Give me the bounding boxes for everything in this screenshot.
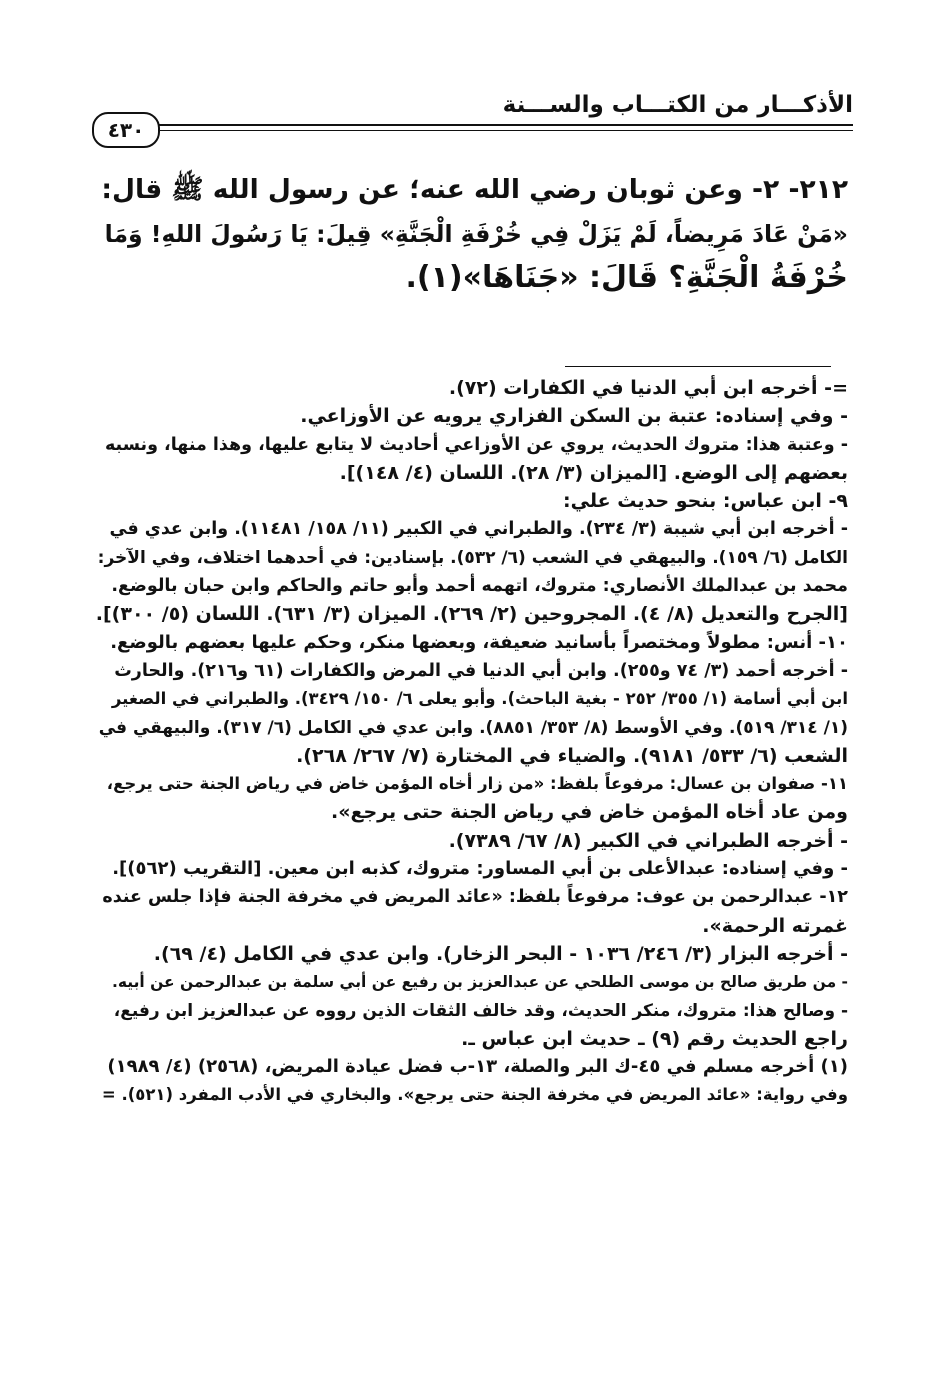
footnotes <box>96 374 848 1110</box>
footnote-line: ١٢- عبدالرحمن بن عوف: مرفوعاً بلفظ: «عائد المريض في مخرفة الجنة فإذا جلس عنده <box>102 887 848 908</box>
footnote-line: (١) أخرجه مسلم في ٤٥-ك البر والصلة، ١٣-ب فضل عيادة المريض، (٢٥٦٨) (٤/ ١٩٨٩) <box>107 1056 848 1078</box>
footnote-line: - أخرجه أحمد (٣/ ٧٤ و٢٥٥). وابن أبي الدنيا في المرض والكفارات (٦١ و٢١٦). والحارث <box>114 660 848 681</box>
footnote-line: - وعتبة هذا: متروك الحديث، يروي عن الأوزاعي أحاديث لا يتابع عليها، وهذا منها، ونسبه <box>104 434 848 455</box>
hadith-line: ٢١٢- ٢- وعن ثوبان رضي الله عنه؛ عن رسول الله ﷺ قال: <box>101 174 848 205</box>
footnote-line: =- أخرجه ابن أبي الدنيا في الكفارات (٧٢). <box>448 377 848 399</box>
footnote-separator <box>565 366 831 367</box>
hadith-line: «مَنْ عَادَ مَرِيضاً، لَمْ يَزَلْ فِي خُرْفَةِ الْجَنَّةِ» قِيلَ: يَا رَسُولَ اللهِ! وَمَا <box>104 220 848 248</box>
page-number: ٤٣٠ <box>92 112 160 148</box>
footnote-line: - من طريق صالح بن موسى الطلحي عن عبدالعزيز بن رفيع عن أبي سلمة بن عبدالرحمن عن أبيه. <box>111 973 848 992</box>
hadith-line: خُرْفَةُ الْجَنَّةِ؟ قَالَ: «جَنَاهَا»(١). <box>405 260 848 295</box>
footnote-line: بعضهم إلى الوضع. [الميزان (٣/ ٢٨). اللسان (٤/ ١٤٨)]. <box>339 461 848 484</box>
hadith-text <box>90 168 848 300</box>
header-rule <box>158 124 853 126</box>
footnote-line: ١٠- أنس: مطولاً ومختصراً بأسانيد ضعيفة، وبعضها منكر، وحكم عليها بعضهم بالوضع. <box>110 631 848 653</box>
header-rule-inner <box>158 130 853 131</box>
footnote-line: - أخرجه البزار (٣/ ٢٤٦/ ١٠٣٦ - البحر الزخار). وابن عدي في الكامل (٤/ ٦٩). <box>153 942 848 965</box>
footnote-line: راجع الحديث رقم (٩) ـ حديث ابن عباس ـ. <box>461 1027 848 1050</box>
footnote-line: - أخرجه الطبراني في الكبير (٨/ ٦٧/ ٧٣٨٩). <box>448 829 848 852</box>
footnote-line: غمرته الرحمة». <box>702 914 848 937</box>
footnote-line: ابن أبي أسامة (١/ ٣٥٥/ ٢٥٢ - بغية الباحث). وأبو يعلى ٦/ ١٥٠/ ٣٤٢٩). والطبراني في الصغير <box>111 689 848 709</box>
footnote-line: (١/ ٣١٤/ ٥١٩). وفي الأوسط (٨/ ٣٥٣/ ٨٨٥١). وابن عدي في الكامل (٦/ ٣١٧). والبيهقي في <box>98 717 848 738</box>
footnote-line: ٩- ابن عباس: بنحو حديث علي: <box>563 490 848 513</box>
footnote-line: ومن عاد أخاه المؤمن خاض في رياض الجنة حتى يرجع». <box>330 801 848 824</box>
footnote-line: - وفي إسناده: عبدالأعلى بن أبي المساور: متروك، كذبه ابن معين. [التقريب (٥٦٢)]. <box>112 858 848 880</box>
footnote-line: [الجرح والتعديل (٨/ ٤). المجروحين (٢/ ٢٦٩). الميزان (٣/ ٦٣١). اللسان (٥/ ٣٠٠)]. <box>96 603 848 626</box>
footnote-line: محمد بن عبدالملك الأنصاري: متروك، اتهمه أحمد وأبو حاتم والحاكم وابن حبان بالوضع. <box>111 576 848 597</box>
footnote-line: ١١- صفوان بن عسال: مرفوعاً بلفظ: «من زار أخاه المؤمن خاض في رياض الجنة حتى يرجع، <box>106 774 848 794</box>
footnote-line: وفي رواية: «عائد المريض في مخرفة الجنة حتى يرجع». والبخاري في الأدب المفرد (٥٢١). = <box>101 1085 848 1105</box>
footnote-line: - وصالح هذا: متروك، منكر الحديث، وقد خالف الثقات الذين رووه عن عبدالعزيز ابن رفيع، <box>113 1000 848 1021</box>
running-header: الأذكـــار من الكتـــاب والســـنة <box>502 92 853 118</box>
footnote-line: الكامل (٦/ ١٥٩). والبيهقي في الشعب (٦/ ٥٣٢). بإسنادين: في أحدهما اختلاف، وفي الآخر: <box>97 547 848 568</box>
footnote-line: الشعب (٦/ ٥٣٣/ ٩١٨١). والضياء في المختارة (٧/ ٢٦٧/ ٢٦٨). <box>296 744 848 767</box>
footnote-line: - أخرجه ابن أبي شيبة (٣/ ٢٣٤). والطبراني في الكبير (١١/ ١٥٨/ ١١٤٨١). وابن عدي في <box>109 519 848 540</box>
footnote-line: - وفي إسناده: عتبة بن السكن الفزاري يرويه عن الأوزاعي. <box>300 405 848 428</box>
